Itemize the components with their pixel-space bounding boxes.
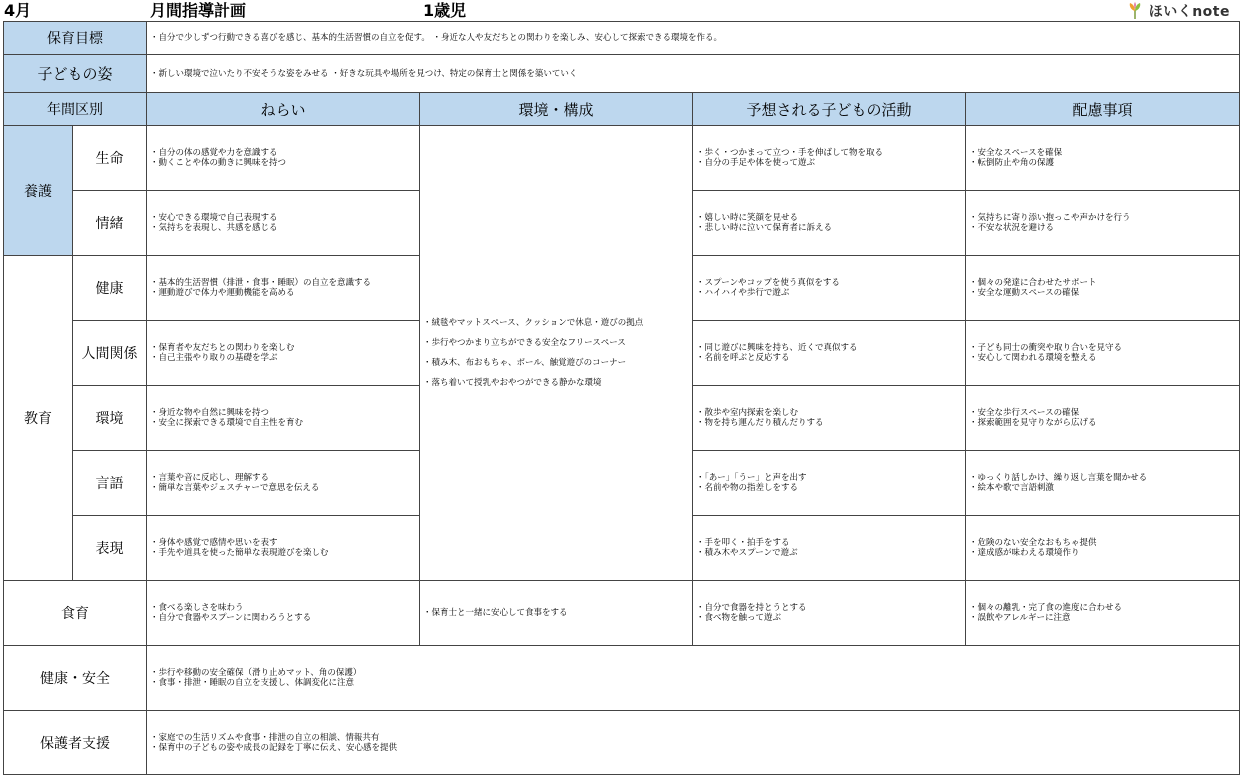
row-label: 人間関係 (73, 321, 147, 386)
consideration-cell: ・子ども同士の衝突や取り合いを見守る ・安心して関われる環境を整える (966, 321, 1240, 386)
column-header-aim: ねらい (147, 93, 420, 126)
aim-cell: ・身体や感覚で感情や思いを表す ・手先や道具を使った簡単な表現遊びを楽しむ (147, 516, 420, 581)
food-consideration-cell: ・個々の離乳・完了食の進度に合わせる ・誤飲やアレルギーに注意 (966, 581, 1240, 646)
safety-text: ・歩行や移動の安全確保（滑り止めマット、角の保護） ・食事・排泄・睡眠の自立を支援し、体調変化に注意 (147, 646, 1240, 711)
group-label-care: 養護 (4, 126, 73, 256)
aim-cell: ・自分の体の感覚や力を意識する ・動くことや体の動きに興味を持つ (147, 126, 420, 191)
aim-cell: ・言葉や音に反応し、理解する ・簡単な言葉やジェスチャーで意思を伝える (147, 451, 420, 516)
safety-label: 健康・安全 (4, 646, 147, 711)
food-environment-cell: ・保育士と一緒に安心して食事をする (420, 581, 693, 646)
parent-support-row (4, 711, 1240, 775)
page-header (0, 0, 1242, 21)
aim-cell: ・安心できる環境で自己表現する ・気持ちを表現し、共感を感じる (147, 191, 420, 256)
row-label: 生命 (73, 126, 147, 191)
aim-cell: ・基本的生活習慣（排泄・食事・睡眠）の自立を意識する ・運動遊びで体力や運動機能を高める (147, 256, 420, 321)
aim-cell: ・保育者や友だちとの関わりを楽しむ ・自己主張やり取りの基礎を学ぶ (147, 321, 420, 386)
row-label: 表現 (73, 516, 147, 581)
brand-logo (1127, 1, 1230, 21)
row-label: 言語 (73, 451, 147, 516)
goal-label: 保育目標 (4, 22, 147, 55)
column-header-period: 年間区別 (4, 93, 147, 126)
consideration-cell: ・安全な歩行スペースの確保 ・探索範囲を見守りながら広げる (966, 386, 1240, 451)
food-aim-cell: ・食べる楽しさを味わう ・自分で食器やスプーンに関わろうとする (147, 581, 420, 646)
activity-cell: ・「あー」「うー」と声を出す ・名前や物の指差しをする (693, 451, 966, 516)
column-header-environment: 環境・構成 (420, 93, 693, 126)
child-state-row (4, 55, 1240, 93)
brand-name: ほいくnote (1148, 4, 1230, 20)
leaf-icon (1127, 2, 1143, 20)
column-header-consideration: 配慮事項 (966, 93, 1240, 126)
parent-support-label: 保護者支援 (4, 711, 147, 775)
environment-item: ・落ち着いて授乳やおやつができる静かな環境 (423, 378, 602, 388)
row-label: 健康 (73, 256, 147, 321)
activity-cell: ・同じ遊びに興味を持ち、近くで真似する ・名前を呼ぶと反応する (693, 321, 966, 386)
parent-support-text: ・家庭での生活リズムや食事・排泄の自立の相談、情報共有 ・保育中の子どもの姿や成長の記録を丁寧に伝え、安心感を提供 (147, 711, 1240, 775)
consideration-cell: ・危険のない安全なおもちゃ提供 ・達成感が味わえる環境作り (966, 516, 1240, 581)
environment-cell (420, 126, 693, 581)
group-label-education: 教育 (4, 256, 73, 581)
consideration-cell: ・気持ちに寄り添い抱っこや声かけを行う ・不安な状況を避ける (966, 191, 1240, 256)
aim-cell: ・身近な物や自然に興味を持つ ・安全に探索できる環境で自主性を育む (147, 386, 420, 451)
column-header-activity: 予想される子どもの活動 (693, 93, 966, 126)
row-label: 環境 (73, 386, 147, 451)
consideration-cell: ・安全なスペースを確保 ・転倒防止や角の保護 (966, 126, 1240, 191)
consideration-cell: ・個々の発達に合わせたサポート ・安全な運動スペースの確保 (966, 256, 1240, 321)
age-label: 1歳児 (423, 1, 467, 20)
activity-cell: ・スプーンやコップを使う真似をする ・ハイハイや歩行で遊ぶ (693, 256, 966, 321)
consideration-cell: ・ゆっくり話しかけ、繰り返し言葉を聞かせる ・絵本や歌で言語刺激 (966, 451, 1240, 516)
child-state-text: ・新しい環境で泣いたり不安そうな姿をみせる ・好きな玩具や場所を見つけ、特定の保育士と関係を築いていく (147, 55, 1240, 93)
food-label: 食育 (4, 581, 147, 646)
activity-cell: ・歩く・つかまって立つ・手を伸ばして物を取る ・自分の手足や体を使って遊ぶ (693, 126, 966, 191)
column-header-row (4, 93, 1240, 126)
monthly-plan-table (3, 21, 1240, 775)
safety-row (4, 646, 1240, 711)
activity-cell: ・手を叩く・拍手をする ・積み木やスプーンで遊ぶ (693, 516, 966, 581)
environment-item: ・積み木、布おもちゃ、ボール、触覚遊びのコーナー (423, 358, 627, 368)
page-title: 月間指導計画 (150, 1, 247, 20)
month-label: 4月 (4, 1, 32, 20)
environment-item: ・歩行やつかまり立ちができる安全なフリースペース (423, 338, 626, 348)
row-label: 情緒 (73, 191, 147, 256)
food-activity-cell: ・自分で食器を持とうとする ・食べ物を触って遊ぶ (693, 581, 966, 646)
child-state-label: 子どもの姿 (4, 55, 147, 93)
goal-text: ・自分で少しずつ行動できる喜びを感じ、基本的生活習慣の自立を促す。 ・身近な人や友だちとの関わりを楽しみ、安心して探索できる環境を作る。 (147, 22, 1240, 55)
activity-cell: ・嬉しい時に笑顔を見せる ・悲しい時に泣いて保育者に訴える (693, 191, 966, 256)
food-row (4, 581, 1240, 646)
goal-row (4, 22, 1240, 55)
table-row (4, 126, 1240, 191)
environment-item: ・絨毯やマットスペース、クッションで休息・遊びの拠点 (423, 318, 644, 328)
activity-cell: ・散歩や室内探索を楽しむ ・物を持ち運んだり積んだりする (693, 386, 966, 451)
